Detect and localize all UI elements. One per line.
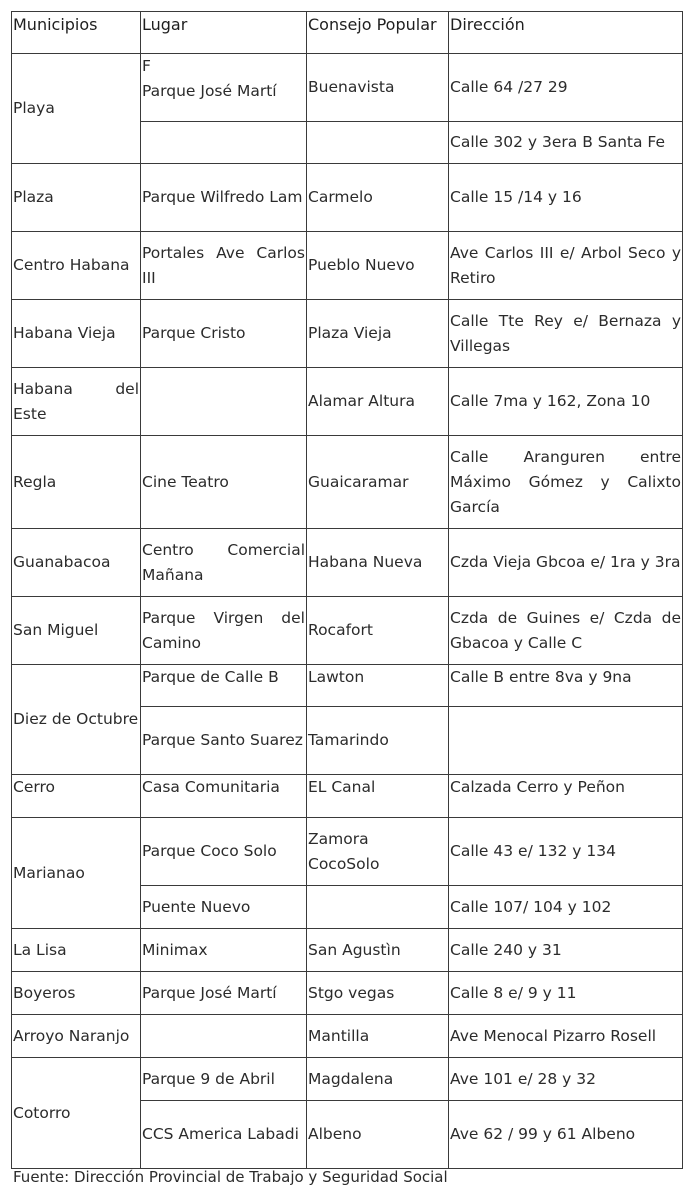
table-row [12, 1058, 683, 1101]
cell-consejo: Carmelo [307, 164, 449, 232]
cell-consejo [307, 886, 449, 929]
table-row [12, 368, 683, 436]
cell-direccion: Calle B entre 8va y 9na [449, 665, 683, 707]
table-row [12, 300, 683, 368]
cell-consejo-line: Zamora [308, 829, 369, 848]
cell-consejo: Guaicaramar [307, 436, 449, 529]
cell-lugar-line: Parque José Martí [142, 82, 277, 100]
cell-direccion: Ave 101 e/ 28 y 32 [449, 1058, 683, 1101]
places-table [11, 11, 683, 1169]
cell-direccion: Calle 8 e/ 9 y 11 [449, 972, 683, 1015]
cell-direccion: Ave 62 / 99 y 61 Albeno [449, 1101, 683, 1169]
cell-lugar: Parque Virgen del Camino [141, 597, 307, 665]
cell-direccion [449, 707, 683, 775]
cell-lugar [141, 122, 307, 164]
cell-consejo: Lawton [307, 665, 449, 707]
table-row [12, 818, 683, 886]
cell-lugar: Casa Comunitaria [141, 775, 307, 818]
cell-lugar: Parque Cristo [141, 300, 307, 368]
cell-consejo: Rocafort [307, 597, 449, 665]
table-row [12, 775, 683, 818]
cell-lugar: Parque de Calle B [141, 665, 307, 707]
table-row [12, 1015, 683, 1058]
table-row [12, 232, 683, 300]
cell-lugar: Cine Teatro [141, 436, 307, 529]
table-row [12, 164, 683, 232]
cell-lugar: Puente Nuevo [141, 886, 307, 929]
cell-consejo: Albeno [307, 1101, 449, 1169]
table-row [12, 597, 683, 665]
cell-consejo: Tamarindo [307, 707, 449, 775]
cell-direccion: Calle 64 /27 29 [449, 54, 683, 122]
source-footnote: Fuente: Dirección Provincial de Trabajo y Seguridad Social [13, 1168, 448, 1186]
cell-municipio: Plaza [12, 164, 141, 232]
header-direccion: Dirección [449, 12, 683, 54]
cell-municipio: Playa [12, 54, 141, 164]
cell-lugar: CCS America Labadi [141, 1101, 307, 1169]
table-row [12, 929, 683, 972]
cell-lugar: Parque 9 de Abril [141, 1058, 307, 1101]
cell-consejo-line: CocoSolo [308, 854, 380, 873]
cell-municipio: San Miguel [12, 597, 141, 665]
cell-lugar-line: F [142, 57, 151, 75]
cell-direccion: Czda de Guines e/ Czda de Gbacoa y Calle C [449, 597, 683, 665]
cell-direccion: Ave Menocal Pizarro Rosell [449, 1015, 683, 1058]
cell-lugar: Minimax [141, 929, 307, 972]
cell-consejo: Stgo vegas [307, 972, 449, 1015]
cell-consejo: Pueblo Nuevo [307, 232, 449, 300]
cell-municipio: Cotorro [12, 1058, 141, 1169]
cell-lugar [141, 368, 307, 436]
header-municipios: Municipios [12, 12, 141, 54]
cell-direccion: Czda Vieja Gbcoa e/ 1ra y 3ra [449, 529, 683, 597]
cell-direccion: Calle 7ma y 162, Zona 10 [449, 368, 683, 436]
cell-direccion: Calle 107/ 104 y 102 [449, 886, 683, 929]
cell-municipio: Diez de Octubre [12, 665, 141, 775]
cell-municipio: Centro Habana [12, 232, 141, 300]
table-row [12, 972, 683, 1015]
cell-municipio: Guanabacoa [12, 529, 141, 597]
cell-lugar: Portales Ave Carlos III [141, 232, 307, 300]
cell-lugar [141, 1015, 307, 1058]
cell-direccion: Calle 240 y 31 [449, 929, 683, 972]
cell-direccion: Ave Carlos III e/ Arbol Seco y Retiro [449, 232, 683, 300]
cell-direccion: Calle 302 y 3era B Santa Fe [449, 122, 683, 164]
cell-municipio: Marianao [12, 818, 141, 929]
header-row [12, 12, 683, 54]
cell-lugar: Parque José Martí [141, 972, 307, 1015]
cell-municipio: Boyeros [12, 972, 141, 1015]
cell-direccion: Calle Tte Rey e/ Bernaza y Villegas [449, 300, 683, 368]
cell-consejo [307, 122, 449, 164]
table-row [12, 665, 683, 707]
cell-municipio: Habana del Este [12, 368, 141, 436]
cell-consejo: Habana Nueva [307, 529, 449, 597]
cell-consejo: Mantilla [307, 1015, 449, 1058]
cell-municipio: La Lisa [12, 929, 141, 972]
cell-direccion: Calle 15 /14 y 16 [449, 164, 683, 232]
cell-direccion: Calle 43 e/ 132 y 134 [449, 818, 683, 886]
cell-consejo: Plaza Vieja [307, 300, 449, 368]
cell-consejo: Alamar Altura [307, 368, 449, 436]
cell-consejo: EL Canal [307, 775, 449, 818]
cell-direccion: Calle Aranguren entre Máximo Gómez y Calixto García [449, 436, 683, 529]
cell-lugar: Parque Santo Suarez [141, 707, 307, 775]
table-row [12, 54, 683, 122]
table-row [12, 529, 683, 597]
cell-lugar: Parque Coco Solo [141, 818, 307, 886]
cell-municipio: Regla [12, 436, 141, 529]
cell-consejo: Magdalena [307, 1058, 449, 1101]
cell-lugar: Centro Comercial Mañana [141, 529, 307, 597]
cell-municipio: Arroyo Naranjo [12, 1015, 141, 1058]
cell-municipio: Habana Vieja [12, 300, 141, 368]
cell-lugar: Parque Wilfredo Lam [141, 164, 307, 232]
table-row [12, 436, 683, 529]
cell-direccion: Calzada Cerro y Peñon [449, 775, 683, 818]
header-lugar: Lugar [141, 12, 307, 54]
cell-consejo: Buenavista [307, 54, 449, 122]
cell-lugar [141, 54, 307, 122]
header-consejo-popular: Consejo Popular [307, 12, 449, 54]
cell-consejo: San Agustìn [307, 929, 449, 972]
cell-municipio: Cerro [12, 775, 141, 818]
cell-consejo [307, 818, 449, 886]
